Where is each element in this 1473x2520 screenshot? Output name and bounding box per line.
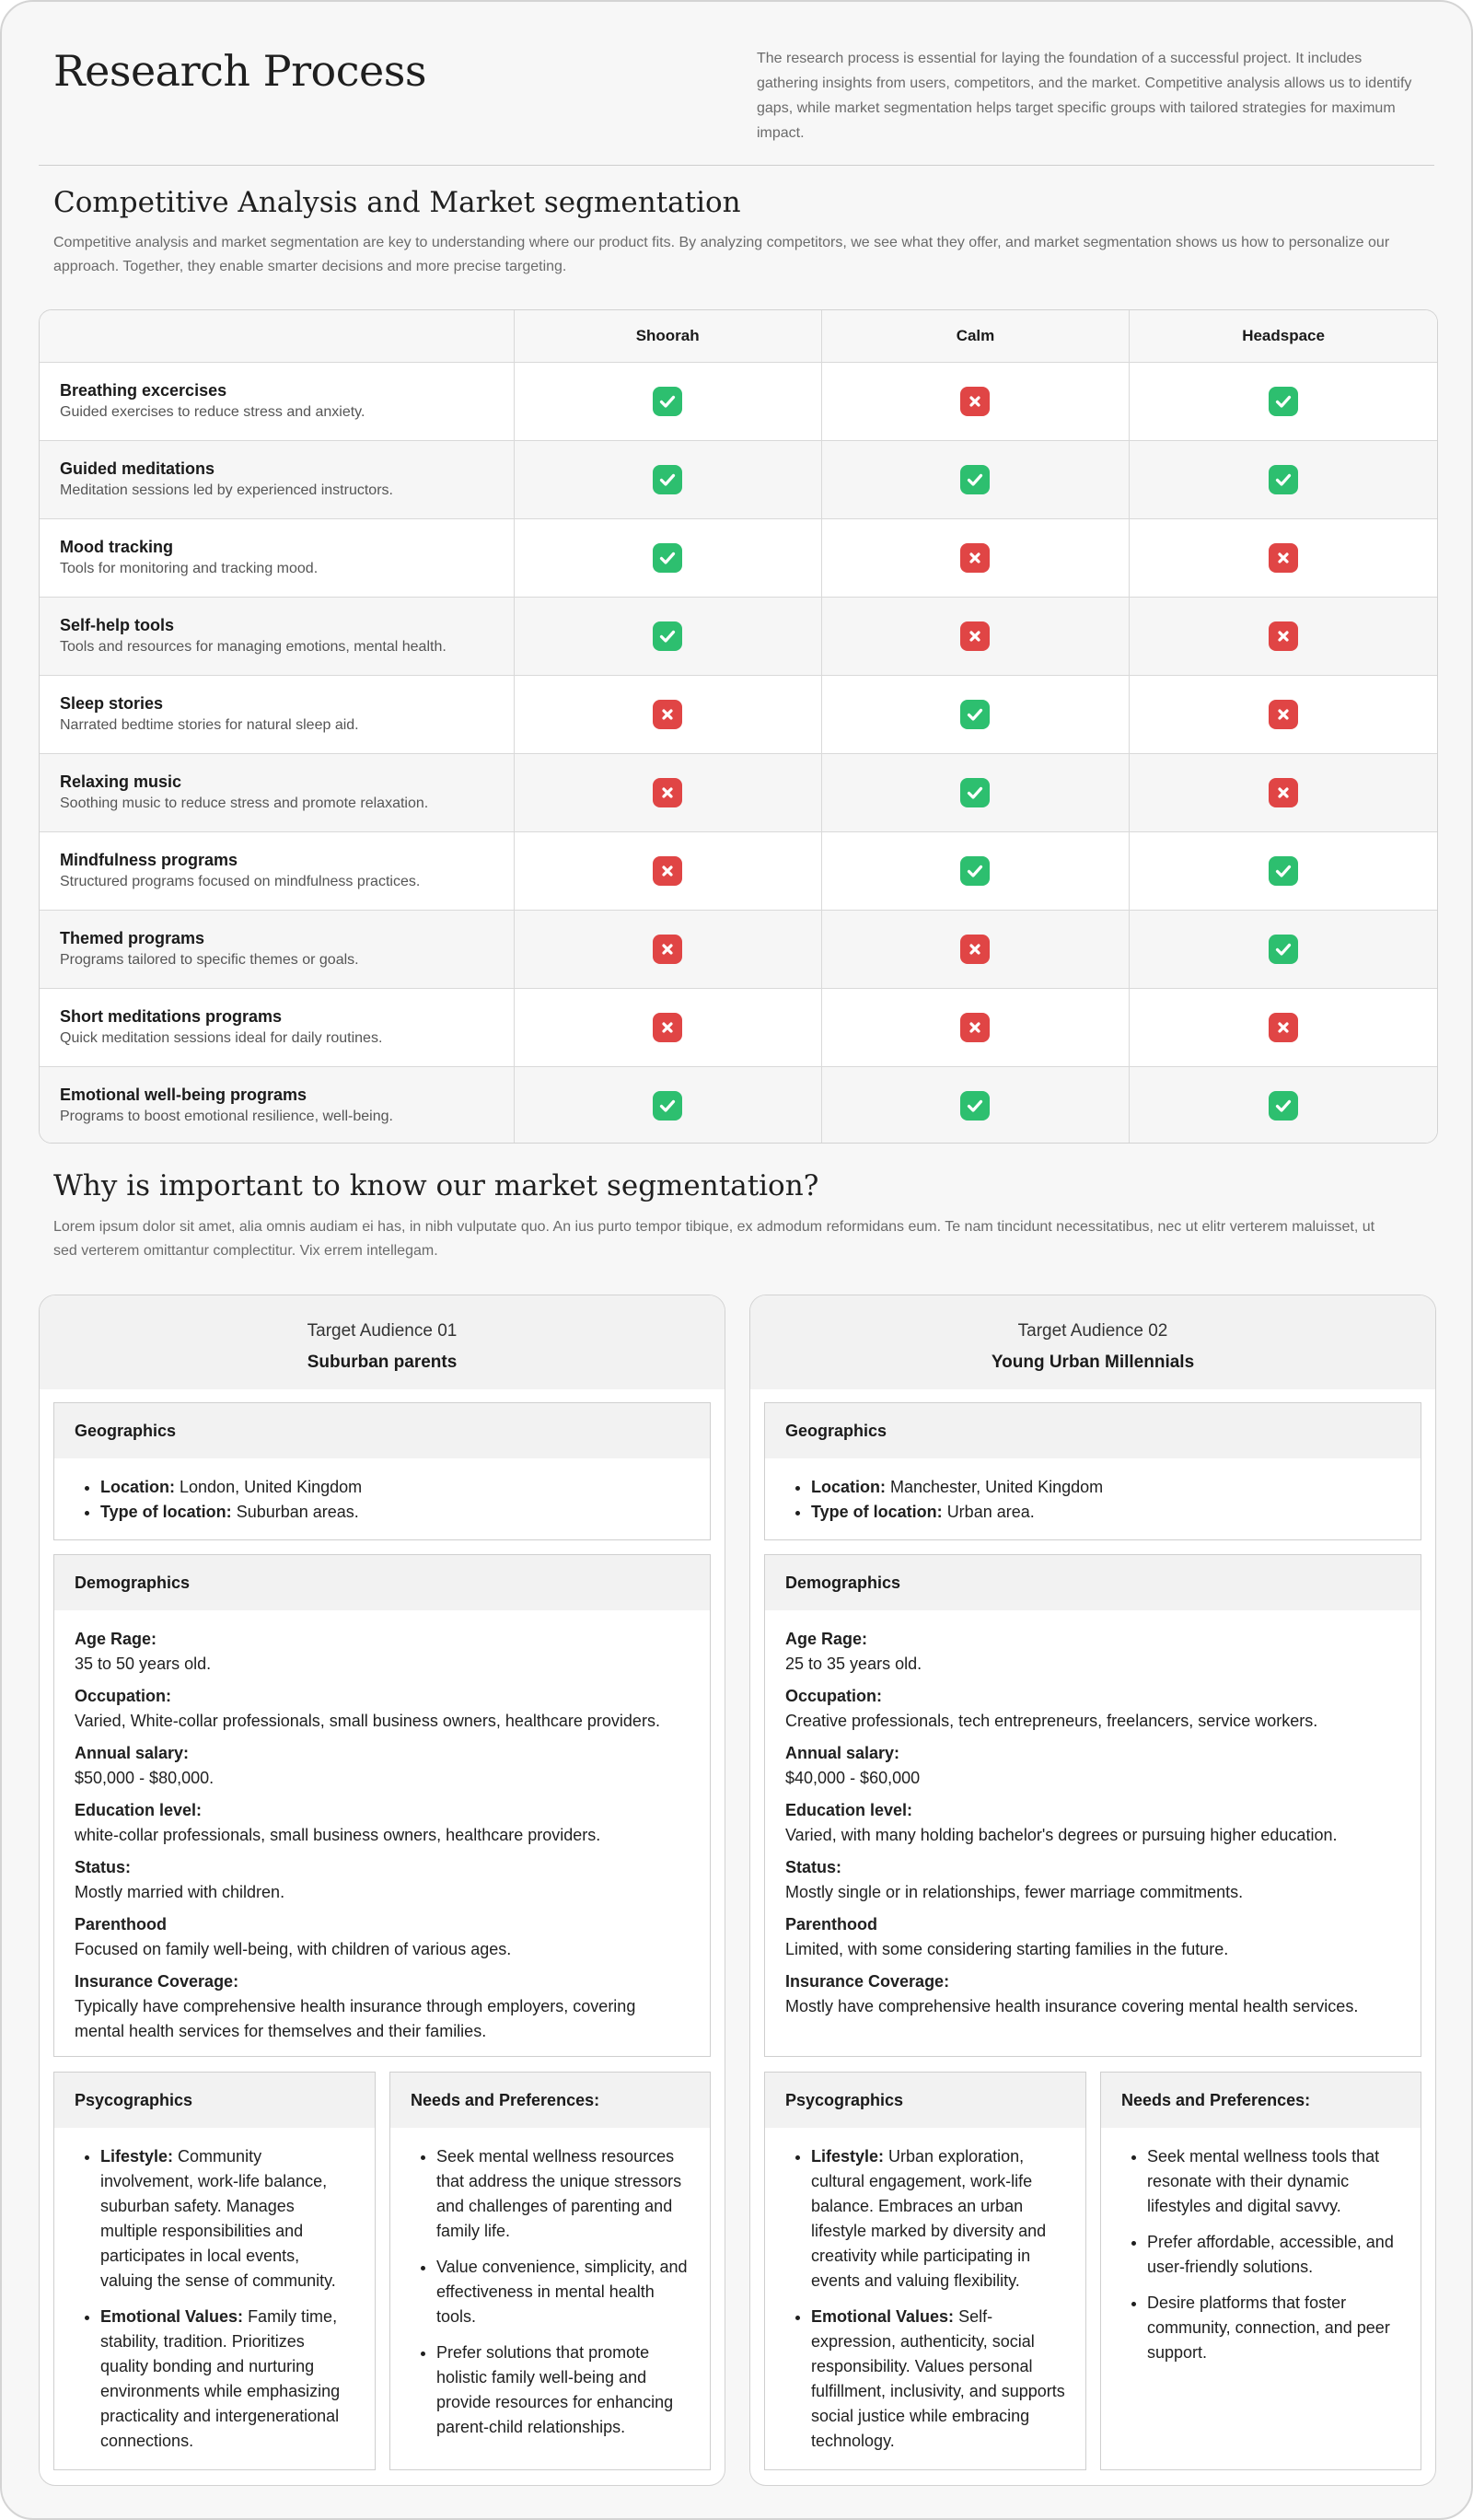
demographic-label: Status: <box>785 1858 842 1876</box>
demographic-item <box>75 1798 690 1848</box>
check-icon <box>653 387 682 416</box>
psycographics-title: Psycographics <box>54 2073 375 2128</box>
check-icon <box>1269 465 1298 494</box>
feature-cell <box>40 1066 514 1144</box>
mark-cell-headspace <box>1130 597 1437 675</box>
demographic-value: 25 to 35 years old. <box>785 1655 922 1673</box>
demographic-item <box>785 1741 1400 1791</box>
demographic-item <box>785 1912 1400 1962</box>
table-row <box>40 753 1437 831</box>
audience-card-1 <box>39 1295 725 2486</box>
psycographics-title: Psycographics <box>765 2073 1085 2128</box>
list-item: • Prefer affordable, accessible, and user-friendly solutions. <box>1147 2230 1400 2280</box>
feature-cell <box>40 988 514 1066</box>
mark-cell-calm <box>821 675 1129 753</box>
table-row <box>40 988 1437 1066</box>
cross-icon <box>1269 543 1298 573</box>
feature-cell <box>40 518 514 597</box>
column-header-headspace: Headspace <box>1130 310 1437 362</box>
demographics-list <box>54 1610 710 2044</box>
list-item-value: Community involvement, work-life balance, suburban safety. Manages multiple responsibilities and participates in local events, valuing the sense of community. <box>100 2147 336 2290</box>
demographic-item <box>785 1684 1400 1734</box>
demographics-title: Demographics <box>765 1555 1421 1610</box>
audience-name: Young Urban Millennials <box>991 1353 1195 1372</box>
table-row <box>40 675 1437 753</box>
audience-header <box>750 1295 1435 1389</box>
feature-cell <box>40 597 514 675</box>
mark-cell-calm <box>821 597 1129 675</box>
check-icon <box>1269 387 1298 416</box>
demographic-item <box>75 1627 690 1677</box>
list-item: • Prefer solutions that promote holistic family well-being and provide resources for enhancing parent-child relationships. <box>436 2340 690 2440</box>
demographic-value: Mostly single or in relationships, fewer marriage commitments. <box>785 1883 1244 1901</box>
list-item-value: Manchester, United Kingdom <box>890 1478 1104 1496</box>
demographic-item <box>75 1912 690 1962</box>
feature-cell <box>40 675 514 753</box>
feature-name: Themed programs <box>60 928 205 947</box>
audience-kicker: Target Audience 01 <box>307 1321 458 1341</box>
demographic-value: Focused on family well-being, with children of various ages. <box>75 1940 512 1958</box>
feature-name: Mood tracking <box>60 537 174 556</box>
mark-cell-headspace <box>1130 518 1437 597</box>
mark-cell-shoorah <box>514 988 821 1066</box>
feature-description: Programs tailored to specific themes or goals. <box>60 951 359 968</box>
needs-title: Needs and Preferences: <box>1101 2073 1421 2128</box>
list-item <box>100 2305 354 2454</box>
list-item-value: Self-expression, authenticity, social responsibility. Values personal fulfillment, inclusivity, and supports social justice while embracing technology. <box>811 2307 1065 2450</box>
demographic-label: Education level: <box>785 1801 913 1819</box>
segmentation-description: Lorem ipsum dolor sit amet, alia omnis audiam ei has, in nibh vulputate quo. An ius purto tempor tibique, ex admodum reformidans eum. Te nam tincidunt necessitatibus, nec ut elitr verterem maluisset, ut sed verterem omittantur complectitur. Vix errem intellegam. <box>53 1219 1375 1259</box>
table-row <box>40 518 1437 597</box>
list-item <box>811 1475 1400 1500</box>
check-icon <box>1269 856 1298 886</box>
mark-cell-shoorah <box>514 831 821 910</box>
header-divider <box>39 165 1434 166</box>
mark-cell-calm <box>821 831 1129 910</box>
feature-cell <box>40 440 514 518</box>
demographic-value: Creative professionals, tech entrepreneurs, freelancers, service workers. <box>785 1712 1318 1730</box>
list-item-label: Type of location: <box>811 1503 943 1521</box>
cross-icon <box>960 621 990 651</box>
audience-name: Suburban parents <box>307 1353 458 1372</box>
mark-cell-shoorah <box>514 1066 821 1144</box>
geographics-list <box>785 1475 1400 1525</box>
psycographics-box <box>53 2072 376 2470</box>
needs-box <box>1100 2072 1421 2470</box>
check-icon <box>960 856 990 886</box>
demographics-box <box>53 1554 711 2057</box>
table-row <box>40 1066 1437 1144</box>
mark-cell-headspace <box>1130 988 1437 1066</box>
competitive-title: Competitive Analysis and Market segmentation <box>53 186 741 219</box>
feature-description: Tools for monitoring and tracking mood. <box>60 560 319 576</box>
table-row <box>40 597 1437 675</box>
table-row <box>40 831 1437 910</box>
mark-cell-headspace <box>1130 675 1437 753</box>
needs-list <box>1121 2144 1400 2365</box>
check-icon <box>653 621 682 651</box>
table-header-row <box>40 310 1437 362</box>
demographic-item <box>75 1855 690 1905</box>
check-icon <box>1269 935 1298 964</box>
geographics-list <box>75 1475 690 1525</box>
mark-cell-calm <box>821 440 1129 518</box>
geographics-box <box>53 1402 711 1540</box>
mark-cell-shoorah <box>514 440 821 518</box>
list-item <box>100 2144 354 2294</box>
feature-description: Guided exercises to reduce stress and anxiety. <box>60 403 365 420</box>
feature-name: Emotional well-being programs <box>60 1085 307 1104</box>
check-icon <box>960 465 990 494</box>
demographic-label: Occupation: <box>785 1687 883 1705</box>
demographics-box <box>764 1554 1421 2057</box>
list-item-value: Family time, stability, tradition. Prioritizes quality bonding and nurturing environments while emphasizing practicality and intergenerational connections. <box>100 2307 341 2450</box>
list-item <box>811 2305 1065 2454</box>
demographic-label: Annual salary: <box>785 1744 900 1762</box>
list-item-value: Urban area. <box>946 1503 1035 1521</box>
demographic-item <box>785 1855 1400 1905</box>
feature-description: Meditation sessions led by experienced instructors. <box>60 482 393 498</box>
list-item-label: Lifestyle: <box>100 2147 174 2166</box>
page-intro: The research process is essential for laying the foundation of a successful project. It includes gathering insights from users, competitors, and the market. Competitive analysis allows us to identify gaps, while market segmentation helps target specific groups with tailored strategies for maximum impact. <box>757 51 1412 141</box>
list-item-label: Location: <box>100 1478 175 1496</box>
mark-cell-headspace <box>1130 831 1437 910</box>
page-title: Research Process <box>53 46 426 96</box>
list-item-label: Type of location: <box>100 1503 232 1521</box>
demographic-item <box>75 1969 690 2044</box>
cross-icon <box>653 700 682 729</box>
geographics-box <box>764 1402 1421 1540</box>
mark-cell-headspace <box>1130 753 1437 831</box>
demographics-title: Demographics <box>54 1555 710 1610</box>
cross-icon <box>960 387 990 416</box>
needs-title: Needs and Preferences: <box>390 2073 710 2128</box>
feature-name: Self-help tools <box>60 615 175 634</box>
list-item: • Value convenience, simplicity, and effectiveness in mental health tools. <box>436 2255 690 2329</box>
list-item-label: Emotional Values: <box>100 2307 244 2326</box>
mark-cell-calm <box>821 362 1129 440</box>
demographics-list <box>765 1610 1421 2019</box>
mark-cell-shoorah <box>514 675 821 753</box>
demographic-label: Insurance Coverage: <box>785 1972 950 1991</box>
list-item-label: Lifestyle: <box>811 2147 885 2166</box>
check-icon <box>653 1091 682 1121</box>
demographic-item <box>785 1627 1400 1677</box>
competitive-description: Competitive analysis and market segmentation are key to understanding where our product fits. By analyzing competitors, we see what they offer, and market segmentation shows us how to personalize our approach. Together, they enable smarter decisions and more precise targeting. <box>53 235 1390 274</box>
demographic-label: Parenthood <box>75 1915 168 1934</box>
mark-cell-calm <box>821 753 1129 831</box>
mark-cell-shoorah <box>514 518 821 597</box>
psycographics-list <box>785 2144 1065 2454</box>
feature-description: Narrated bedtime stories for natural sleep aid. <box>60 716 359 733</box>
demographic-value: Typically have comprehensive health insurance through employers, covering mental health services for themselves and their families. <box>75 1997 636 2040</box>
list-item-value: London, United Kingdom <box>180 1478 363 1496</box>
feature-description: Structured programs focused on mindfulness practices. <box>60 873 421 889</box>
mark-cell-shoorah <box>514 910 821 988</box>
demographic-value: Varied, with many holding bachelor's degrees or pursuing higher education. <box>785 1826 1338 1844</box>
list-item: • Seek mental wellness tools that resonate with their dynamic lifestyles and digital savvy. <box>1147 2144 1400 2219</box>
demographic-value: Mostly have comprehensive health insurance covering mental health services. <box>785 1997 1359 2015</box>
demographic-value: Limited, with some considering starting families in the future. <box>785 1940 1229 1958</box>
audience-card-2 <box>749 1295 1436 2486</box>
demographic-label: Education level: <box>75 1801 203 1819</box>
mark-cell-calm <box>821 1066 1129 1144</box>
demographic-value: Mostly married with children. <box>75 1883 285 1901</box>
check-icon <box>960 700 990 729</box>
demographic-value: $50,000 - $80,000. <box>75 1769 215 1787</box>
list-item: • Desire platforms that foster community, connection, and peer support. <box>1147 2291 1400 2365</box>
feature-description: Soothing music to reduce stress and promote relaxation. <box>60 795 429 811</box>
list-item <box>100 1500 690 1525</box>
list-item <box>100 1475 690 1500</box>
column-header-shoorah: Shoorah <box>514 310 821 362</box>
list-item-label: Location: <box>811 1478 886 1496</box>
mark-cell-shoorah <box>514 597 821 675</box>
psycographics-box <box>764 2072 1086 2470</box>
table-row <box>40 362 1437 440</box>
demographic-item <box>785 1798 1400 1848</box>
cross-icon <box>653 935 682 964</box>
page-header <box>53 46 1434 147</box>
demographic-label: Annual salary: <box>75 1744 190 1762</box>
list-item-value: Urban exploration, cultural engagement, work-life balance. Embraces an urban lifestyle marked by diversity and creativity while participating in events and valuing flexibility. <box>811 2147 1047 2290</box>
feature-name: Sleep stories <box>60 693 164 713</box>
needs-list <box>411 2144 690 2440</box>
cross-icon <box>960 543 990 573</box>
demographic-item <box>75 1684 690 1734</box>
audience-header <box>40 1295 725 1389</box>
cross-icon <box>653 778 682 807</box>
mark-cell-calm <box>821 988 1129 1066</box>
comparison-table <box>39 309 1438 1144</box>
demographic-item <box>785 1969 1400 2019</box>
segmentation-title: Why is important to know our market segmentation? <box>53 1169 819 1202</box>
demographic-value: $40,000 - $60,000 <box>785 1769 921 1787</box>
demographic-label: Occupation: <box>75 1687 172 1705</box>
check-icon <box>1269 1091 1298 1121</box>
needs-box <box>389 2072 711 2470</box>
demographic-value: Varied, White-collar professionals, small business owners, healthcare providers. <box>75 1712 660 1730</box>
mark-cell-shoorah <box>514 753 821 831</box>
mark-cell-headspace <box>1130 440 1437 518</box>
feature-description: Programs to boost emotional resilience, well-being. <box>60 1108 393 1124</box>
feature-name: Breathing excercises <box>60 380 227 400</box>
mark-cell-calm <box>821 518 1129 597</box>
audience-kicker: Target Audience 02 <box>1017 1321 1168 1341</box>
feature-description: Quick meditation sessions ideal for daily routines. <box>60 1029 383 1046</box>
cross-icon <box>653 856 682 886</box>
feature-cell <box>40 753 514 831</box>
feature-column-header <box>40 310 514 362</box>
mark-cell-headspace <box>1130 1066 1437 1144</box>
list-item <box>811 1500 1400 1525</box>
list-item <box>811 2144 1065 2294</box>
check-icon <box>653 543 682 573</box>
mark-cell-headspace <box>1130 362 1437 440</box>
demographic-value: 35 to 50 years old. <box>75 1655 212 1673</box>
demographic-item <box>75 1741 690 1791</box>
feature-description: Tools and resources for managing emotions, mental health. <box>60 638 447 655</box>
feature-name: Relaxing music <box>60 772 182 791</box>
cross-icon <box>1269 778 1298 807</box>
column-header-calm: Calm <box>821 310 1129 362</box>
feature-cell <box>40 362 514 440</box>
feature-cell <box>40 831 514 910</box>
feature-name: Guided meditations <box>60 459 215 478</box>
cross-icon <box>1269 621 1298 651</box>
demographic-label: Age Rage: <box>785 1630 868 1648</box>
cross-icon <box>1269 700 1298 729</box>
demographic-label: Insurance Coverage: <box>75 1972 239 1991</box>
table-body <box>40 362 1437 1144</box>
demographic-label: Parenthood <box>785 1915 878 1934</box>
feature-cell <box>40 910 514 988</box>
mark-cell-calm <box>821 910 1129 988</box>
check-icon <box>653 465 682 494</box>
check-icon <box>960 1091 990 1121</box>
list-item-value: Suburban areas. <box>236 1503 359 1521</box>
check-icon <box>960 778 990 807</box>
cross-icon <box>1269 1013 1298 1042</box>
mark-cell-headspace <box>1130 910 1437 988</box>
list-item-label: Emotional Values: <box>811 2307 955 2326</box>
list-item: • Seek mental wellness resources that address the unique stressors and challenges of parenting and family life. <box>436 2144 690 2244</box>
cross-icon <box>960 935 990 964</box>
geographics-title: Geographics <box>54 1403 710 1458</box>
geographics-title: Geographics <box>765 1403 1421 1458</box>
demographic-label: Age Rage: <box>75 1630 157 1648</box>
cross-icon <box>653 1013 682 1042</box>
feature-name: Mindfulness programs <box>60 850 238 869</box>
demographic-label: Status: <box>75 1858 132 1876</box>
table-row <box>40 910 1437 988</box>
psycographics-list <box>75 2144 354 2454</box>
cross-icon <box>960 1013 990 1042</box>
table-row <box>40 440 1437 518</box>
feature-name: Short meditations programs <box>60 1006 283 1026</box>
demographic-value: white-collar professionals, small business owners, healthcare providers. <box>75 1826 601 1844</box>
mark-cell-shoorah <box>514 362 821 440</box>
